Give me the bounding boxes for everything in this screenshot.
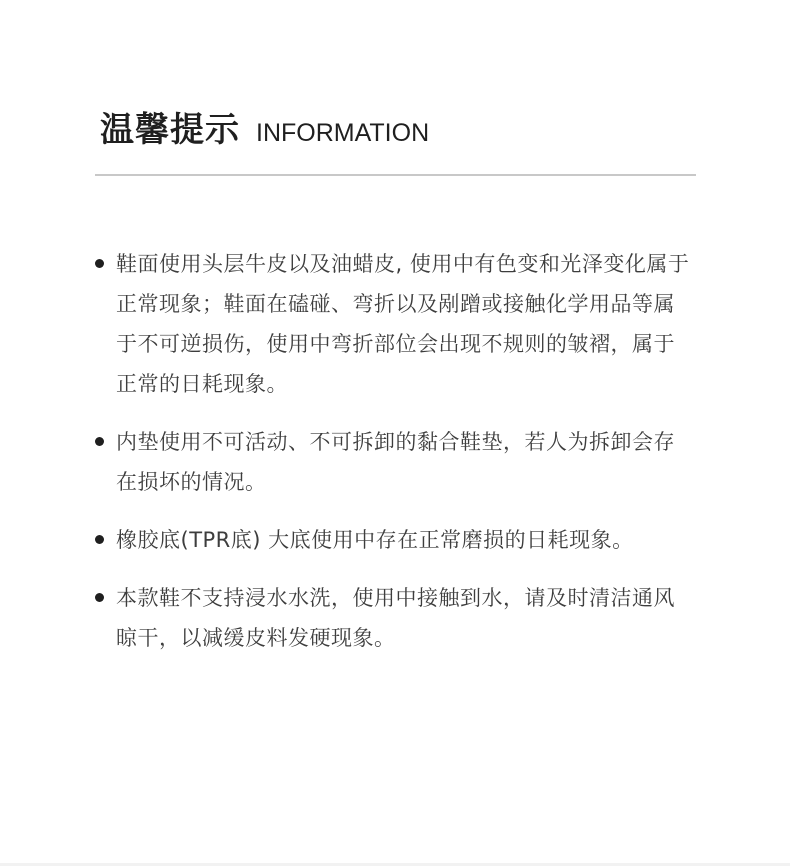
header-divider: [95, 174, 696, 176]
notice-text: 鞋面使用头层牛皮以及油蜡皮, 使用中有色变和光泽变化属于正常现象；鞋面在磕碰、弯折以及剐蹭或接触化学用品等属于不可逆损伤，使用中弯折部位会出现不规则的皱褶，属于正常的日耗现象。: [116, 252, 690, 396]
notice-text: 内垫使用不可活动、不可拆卸的黏合鞋垫，若人为拆卸会存在损坏的情况。: [116, 430, 675, 494]
notice-item: [95, 578, 696, 658]
section-header: [100, 102, 429, 151]
bullet-icon: [95, 437, 104, 446]
bullet-icon: [95, 593, 104, 602]
notice-item: [95, 244, 696, 404]
notice-text: 橡胶底(TPR底) 大底使用中存在正常磨损的日耗现象。: [116, 528, 634, 552]
notice-text: 本款鞋不支持浸水水洗，使用中接触到水，请及时清洁通风晾干，以减缓皮料发硬现象。: [116, 586, 675, 650]
notice-list: [95, 244, 696, 676]
notice-item: [95, 422, 696, 502]
notice-item: [95, 520, 696, 560]
section-title: 温馨提示: [100, 110, 240, 150]
bullet-icon: [95, 535, 104, 544]
bullet-icon: [95, 259, 104, 268]
section-subtitle: INFORMATION: [256, 119, 430, 147]
